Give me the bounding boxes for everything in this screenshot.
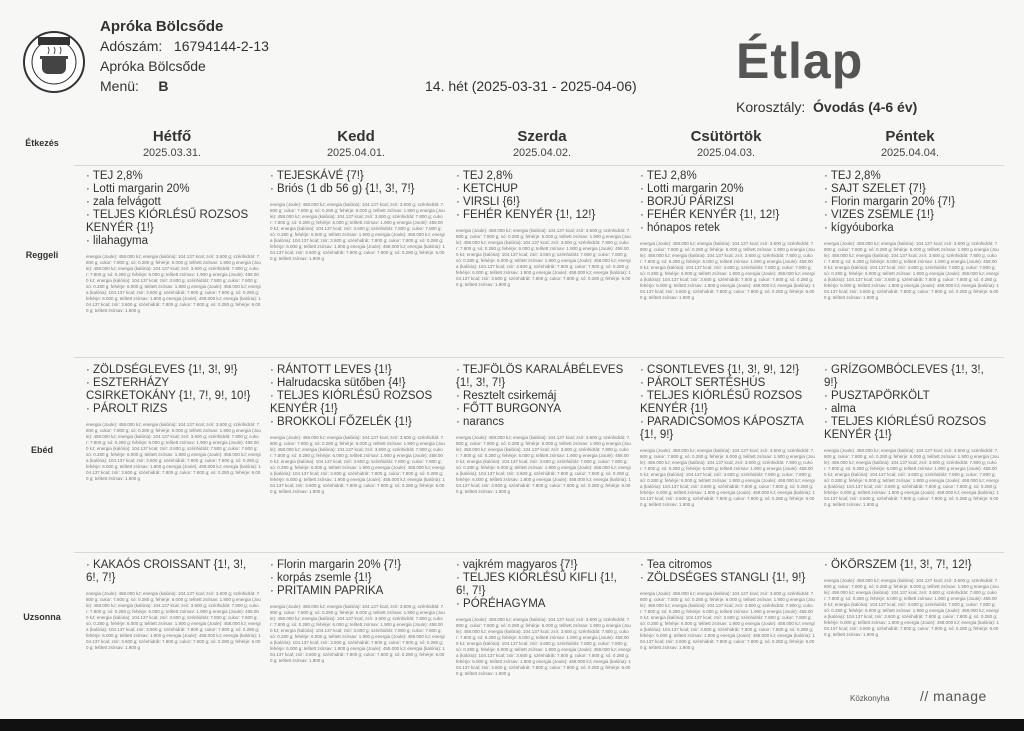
menu-item: · BROKKOLI FŐZELÉK {1!} bbox=[270, 416, 445, 429]
nutrition-fine-print: energia (Joule): 458.000 kJ; energia (kalória): 104.137 kcal; zsír: 3.600 g; szénhidrát: 7.800 g; cukor: 7.800 g; só: 0.280 g; fehérje: 6.000 g; telített zsírsav: 1.900 g energia (Joule): 458.000 kJ; energia (kalória): 104.137 kcal; zsír: 3.600 g; szénhidrát: 7.800 g; cukor: 7.800 g; só: 0.280 g; fehérje: 6.000 g; telített zsírsav: 1.900 g energia (Joule): 458.000 kJ; energia (kalória): 104.137 kcal; zsír: 3.600 g; szénhidrát: 7.800 g; cukor: 7.800 g; só: 0.280 g; fehérje: 6.000 g; telített zsírsav: 1.900 g energia (Joule): 458.000 kJ; energia (kalória): 104.137 kcal; zsír: 3.600 g; szénhidrát: 7.800 g; cukor: 7.800 g; só: 0.280 g; fehérje: 6.000 g; telített zsírsav: 1.900 g energia (Joule): 458.000 kJ; energia (kalória): 104.137 kcal; zsír: 3.600 g; szénhidrát: 7.800 g; cukor: 7.800 g; só: 0.280 g; fehérje: 6.000 g; telített zsírsav: 1.900 g bbox=[86, 254, 261, 313]
nutrition-fine-print: energia (Joule): 458.000 kJ; energia (kalória): 104.137 kcal; zsír: 3.600 g; szénhidrát: 7.800 g; cukor: 7.800 g; só: 0.280 g; fehérje: 6.000 g; telített zsírsav: 1.900 g energia (Joule): 458.000 kJ; energia (kalória): 104.137 kcal; zsír: 3.600 g; szénhidrát: 7.800 g; cukor: 7.800 g; só: 0.280 g; fehérje: 6.000 g; telített zsírsav: 1.900 g energia (Joule): 458.000 kJ; energia (kalória): 104.137 kcal; zsír: 3.600 g; szénhidrát: 7.800 g; cukor: 7.800 g; só: 0.280 g; fehérje: 6.000 g; telített zsírsav: 1.900 g energia (Joule): 458.000 kJ; energia (kalória): 104.137 kcal; zsír: 3.600 g; szénhidrát: 7.800 g; cukor: 7.800 g; só: 0.280 g; fehérje: 6.000 g; telített zsírsav: 1.900 g energia (Joule): 458.000 kJ; energia (kalória): 104.137 kcal; zsír: 3.600 g; szénhidrát: 7.800 g; cukor: 7.800 g; só: 0.280 g; fehérje: 6.000 g; telített zsírsav: 1.900 g bbox=[456, 435, 631, 494]
menu-item: · Halrudacska sütőben {4!} bbox=[270, 377, 445, 390]
menu-item: · SAJT SZELET {7!} bbox=[824, 183, 999, 196]
divider bbox=[74, 552, 1004, 553]
day-date: 2025.03.31. bbox=[142, 147, 202, 159]
menu-item: · FEHÉR KENYÉR {1!, 12!} bbox=[640, 209, 815, 222]
day-name: Szerda bbox=[517, 128, 567, 145]
menu-item: · PUSZTAPÖRKÖLT bbox=[824, 390, 999, 403]
day-name: Kedd bbox=[337, 128, 375, 145]
menu-item: · PÁROLT SERTÉSHÚS bbox=[640, 377, 815, 390]
menu-item: · Florin margarin 20% {7!} bbox=[270, 559, 445, 572]
menu-item: · TEJ 2,8% bbox=[86, 170, 261, 183]
menu-item: · PARADICSOMOS KÁPOSZTA {1!, 9!} bbox=[640, 416, 815, 442]
menu-cell-breakfast bbox=[824, 170, 999, 301]
menu-cell-breakfast bbox=[270, 170, 445, 262]
school-name-secondary: Apróka Bölcsőde bbox=[100, 58, 206, 74]
menu-item: · TELJES KIÓRLÉSŰ ROZSOS KENYÉR {1!} bbox=[640, 390, 815, 416]
tax-number bbox=[100, 38, 269, 54]
nutrition-fine-print: energia (Joule): 458.000 kJ; energia (kalória): 104.137 kcal; zsír: 3.600 g; szénhidrát: 7.800 g; cukor: 7.800 g; só: 0.280 g; fehérje: 6.000 g; telített zsírsav: 1.900 g energia (Joule): 458.000 kJ; energia (kalória): 104.137 kcal; zsír: 3.600 g; szénhidrát: 7.800 g; cukor: 7.800 g; só: 0.280 g; fehérje: 6.000 g; telített zsírsav: 1.900 g energia (Joule): 458.000 kJ; energia (kalória): 104.137 kcal; zsír: 3.600 g; szénhidrát: 7.800 g; cukor: 7.800 g; só: 0.280 g; fehérje: 6.000 g; telített zsírsav: 1.900 g energia (Joule): 458.000 kJ; energia (kalória): 104.137 kcal; zsír: 3.600 g; szénhidrát: 7.800 g; cukor: 7.800 g; só: 0.280 g; fehérje: 6.000 g; telített zsírsav: 1.900 g energia (Joule): 458.000 kJ; energia (kalória): 104.137 kcal; zsír: 3.600 g; szénhidrát: 7.800 g; cukor: 7.800 g; só: 0.280 g; fehérje: 6.000 g; telített zsírsav: 1.900 g bbox=[456, 228, 631, 287]
menu-item: · vajkrém magyaros {7!} bbox=[456, 559, 631, 572]
menu-item: · PÁROLT RIZS bbox=[86, 403, 261, 416]
age-group bbox=[736, 99, 917, 115]
nutrition-fine-print: energia (Joule): 458.000 kJ; energia (kalória): 104.137 kcal; zsír: 3.600 g; szénhidrát: 7.800 g; cukor: 7.800 g; só: 0.280 g; fehérje: 6.000 g; telített zsírsav: 1.900 g energia (Joule): 458.000 kJ; energia (kalória): 104.137 kcal; zsír: 3.600 g; szénhidrát: 7.800 g; cukor: 7.800 g; só: 0.280 g; fehérje: 6.000 g; telített zsírsav: 1.900 g energia (Joule): 458.000 kJ; energia (kalória): 104.137 kcal; zsír: 3.600 g; szénhidrát: 7.800 g; cukor: 7.800 g; só: 0.280 g; fehérje: 6.000 g; telített zsírsav: 1.900 g energia (Joule): 458.000 kJ; energia (kalória): 104.137 kcal; zsír: 3.600 g; szénhidrát: 7.800 g; cukor: 7.800 g; só: 0.280 g; fehérje: 6.000 g; telített zsírsav: 1.900 g energia (Joule): 458.000 kJ; energia (kalória): 104.137 kcal; zsír: 3.600 g; szénhidrát: 7.800 g; cukor: 7.800 g; só: 0.280 g; fehérje: 6.000 g; telített zsírsav: 1.900 g bbox=[824, 241, 999, 300]
menu-item: · alma bbox=[824, 403, 999, 416]
nutrition-fine-print: energia (Joule): 458.000 kJ; energia (kalória): 104.137 kcal; zsír: 3.600 g; szénhidrát: 7.800 g; cukor: 7.800 g; só: 0.280 g; fehérje: 6.000 g; telített zsírsav: 1.900 g energia (Joule): 458.000 kJ; energia (kalória): 104.137 kcal; zsír: 3.600 g; szénhidrát: 7.800 g; cukor: 7.800 g; só: 0.280 g; fehérje: 6.000 g; telített zsírsav: 1.900 g energia (Joule): 458.000 kJ; energia (kalória): 104.137 kcal; zsír: 3.600 g; szénhidrát: 7.800 g; cukor: 7.800 g; só: 0.280 g; fehérje: 6.000 g; telített zsírsav: 1.900 g energia (Joule): 458.000 kJ; energia (kalória): 104.137 kcal; zsír: 3.600 g; szénhidrát: 7.800 g; cukor: 7.800 g; só: 0.280 g; fehérje: 6.000 g; telített zsírsav: 1.900 g energia (Joule): 458.000 kJ; energia (kalória): 104.137 kcal; zsír: 3.600 g; szénhidrát: 7.800 g; cukor: 7.800 g; só: 0.280 g; fehérje: 6.000 g; telített zsírsav: 1.900 g bbox=[86, 591, 261, 650]
day-name: Csütörtök bbox=[690, 128, 762, 145]
menu-item: · GRÍZGOMBÓCLEVES {1!, 3!, 9!} bbox=[824, 364, 999, 390]
menu-cell-snack bbox=[86, 559, 261, 651]
menu-item: · hónapos retek bbox=[640, 222, 815, 235]
menu-cell-snack bbox=[640, 559, 815, 651]
nutrition-fine-print: energia (Joule): 458.000 kJ; energia (kalória): 104.137 kcal; zsír: 3.600 g; szénhidrát: 7.800 g; cukor: 7.800 g; só: 0.280 g; fehérje: 6.000 g; telített zsírsav: 1.900 g energia (Joule): 458.000 kJ; energia (kalória): 104.137 kcal; zsír: 3.600 g; szénhidrát: 7.800 g; cukor: 7.800 g; só: 0.280 g; fehérje: 6.000 g; telített zsírsav: 1.900 g energia (Joule): 458.000 kJ; energia (kalória): 104.137 kcal; zsír: 3.600 g; szénhidrát: 7.800 g; cukor: 7.800 g; só: 0.280 g; fehérje: 6.000 g; telített zsírsav: 1.900 g energia (Joule): 458.000 kJ; energia (kalória): 104.137 kcal; zsír: 3.600 g; szénhidrát: 7.800 g; cukor: 7.800 g; só: 0.280 g; fehérje: 6.000 g; telített zsírsav: 1.900 g energia (Joule): 458.000 kJ; energia (kalória): 104.137 kcal; zsír: 3.600 g; szénhidrát: 7.800 g; cukor: 7.800 g; só: 0.280 g; fehérje: 6.000 g; telített zsírsav: 1.900 g bbox=[270, 202, 445, 261]
menu-cell-snack bbox=[824, 559, 999, 638]
menu-item: · TELJES KIÓRLÉSŰ KIFLI {1!, 6!, 7!} bbox=[456, 572, 631, 598]
nutrition-fine-print: energia (Joule): 458.000 kJ; energia (kalória): 104.137 kcal; zsír: 3.600 g; szénhidrát: 7.800 g; cukor: 7.800 g; só: 0.280 g; fehérje: 6.000 g; telített zsírsav: 1.900 g energia (Joule): 458.000 kJ; energia (kalória): 104.137 kcal; zsír: 3.600 g; szénhidrát: 7.800 g; cukor: 7.800 g; só: 0.280 g; fehérje: 6.000 g; telített zsírsav: 1.900 g energia (Joule): 458.000 kJ; energia (kalória): 104.137 kcal; zsír: 3.600 g; szénhidrát: 7.800 g; cukor: 7.800 g; só: 0.280 g; fehérje: 6.000 g; telített zsírsav: 1.900 g energia (Joule): 458.000 kJ; energia (kalória): 104.137 kcal; zsír: 3.600 g; szénhidrát: 7.800 g; cukor: 7.800 g; só: 0.280 g; fehérje: 6.000 g; telített zsírsav: 1.900 g energia (Joule): 458.000 kJ; energia (kalória): 104.137 kcal; zsír: 3.600 g; szénhidrát: 7.800 g; cukor: 7.800 g; só: 0.280 g; fehérje: 6.000 g; telített zsírsav: 1.900 g bbox=[86, 422, 261, 481]
age-label: Korosztály: bbox=[736, 99, 806, 115]
menu-item: · RÁNTOTT LEVES {1!} bbox=[270, 364, 445, 377]
day-header bbox=[82, 128, 262, 159]
divider bbox=[74, 357, 1004, 358]
footer-org: Közkonyha bbox=[850, 694, 890, 703]
menu-value: B bbox=[158, 78, 169, 94]
page-title: Étlap bbox=[736, 33, 864, 89]
nutrition-fine-print: energia (Joule): 458.000 kJ; energia (kalória): 104.137 kcal; zsír: 3.600 g; szénhidrát: 7.800 g; cukor: 7.800 g; só: 0.280 g; fehérje: 6.000 g; telített zsírsav: 1.900 g energia (Joule): 458.000 kJ; energia (kalória): 104.137 kcal; zsír: 3.600 g; szénhidrát: 7.800 g; cukor: 7.800 g; só: 0.280 g; fehérje: 6.000 g; telített zsírsav: 1.900 g energia (Joule): 458.000 kJ; energia (kalória): 104.137 kcal; zsír: 3.600 g; szénhidrát: 7.800 g; cukor: 7.800 g; só: 0.280 g; fehérje: 6.000 g; telített zsírsav: 1.900 g energia (Joule): 458.000 kJ; energia (kalória): 104.137 kcal; zsír: 3.600 g; szénhidrát: 7.800 g; cukor: 7.800 g; só: 0.280 g; fehérje: 6.000 g; telített zsírsav: 1.900 g energia (Joule): 458.000 kJ; energia (kalória): 104.137 kcal; zsír: 3.600 g; szénhidrát: 7.800 g; cukor: 7.800 g; só: 0.280 g; fehérje: 6.000 g; telített zsírsav: 1.900 g bbox=[640, 448, 815, 507]
day-date: 2025.04.01. bbox=[326, 147, 386, 159]
menu-cell-lunch bbox=[86, 364, 261, 482]
menu-cell-breakfast bbox=[86, 170, 261, 314]
meal-label-lunch: Ebéd bbox=[30, 445, 53, 455]
menu-item: · korpás zsemle {1!} bbox=[270, 572, 445, 585]
menu-cell-lunch bbox=[270, 364, 445, 495]
nutrition-fine-print: energia (Joule): 458.000 kJ; energia (kalória): 104.137 kcal; zsír: 3.600 g; szénhidrát: 7.800 g; cukor: 7.800 g; só: 0.280 g; fehérje: 6.000 g; telített zsírsav: 1.900 g energia (Joule): 458.000 kJ; energia (kalória): 104.137 kcal; zsír: 3.600 g; szénhidrát: 7.800 g; cukor: 7.800 g; só: 0.280 g; fehérje: 6.000 g; telített zsírsav: 1.900 g energia (Joule): 458.000 kJ; energia (kalória): 104.137 kcal; zsír: 3.600 g; szénhidrát: 7.800 g; cukor: 7.800 g; só: 0.280 g; fehérje: 6.000 g; telített zsírsav: 1.900 g energia (Joule): 458.000 kJ; energia (kalória): 104.137 kcal; zsír: 3.600 g; szénhidrát: 7.800 g; cukor: 7.800 g; só: 0.280 g; fehérje: 6.000 g; telített zsírsav: 1.900 g energia (Joule): 458.000 kJ; energia (kalória): 104.137 kcal; zsír: 3.600 g; szénhidrát: 7.800 g; cukor: 7.800 g; só: 0.280 g; fehérje: 6.000 g; telített zsírsav: 1.900 g bbox=[640, 241, 815, 300]
menu-item: · TEJ 2,8% bbox=[824, 170, 999, 183]
menu-cell-lunch bbox=[456, 364, 631, 495]
menu-item: · BORJÚ PÁRIZSI bbox=[640, 196, 815, 209]
meal-header: Étkezés bbox=[25, 138, 59, 148]
menu-cell-lunch bbox=[824, 364, 999, 508]
menu-item: · TELJES KIÓRLÉSŰ ROZSOS KENYÉR {1!} bbox=[270, 390, 445, 416]
menu-item: · VIZES ZSEMLE {1!} bbox=[824, 209, 999, 222]
menu-item: · TEJFÖLÖS KARALÁBÉLEVES {1!, 3!, 7!} bbox=[456, 364, 631, 390]
day-date: 2025.04.04. bbox=[880, 147, 940, 159]
day-name: Péntek bbox=[885, 128, 935, 145]
tax-label: Adószám: bbox=[100, 38, 163, 54]
menu-cell-breakfast bbox=[640, 170, 815, 301]
menu-item: · FEHÉR KENYÉR {1!, 12!} bbox=[456, 209, 631, 222]
menu-item: · KAKAÓS CROISSANT {1!, 3!, 6!, 7!} bbox=[86, 559, 261, 585]
day-header bbox=[820, 128, 1000, 159]
menu-item: · Lotti margarin 20% bbox=[86, 183, 261, 196]
menu-item: · KETCHUP bbox=[456, 183, 631, 196]
menu-item: · narancs bbox=[456, 416, 631, 429]
day-date: 2025.04.03. bbox=[696, 147, 756, 159]
menu-item: · FŐTT BURGONYA bbox=[456, 403, 631, 416]
nutrition-fine-print: energia (Joule): 458.000 kJ; energia (kalória): 104.137 kcal; zsír: 3.600 g; szénhidrát: 7.800 g; cukor: 7.800 g; só: 0.280 g; fehérje: 6.000 g; telített zsírsav: 1.900 g energia (Joule): 458.000 kJ; energia (kalória): 104.137 kcal; zsír: 3.600 g; szénhidrát: 7.800 g; cukor: 7.800 g; só: 0.280 g; fehérje: 6.000 g; telített zsírsav: 1.900 g energia (Joule): 458.000 kJ; energia (kalória): 104.137 kcal; zsír: 3.600 g; szénhidrát: 7.800 g; cukor: 7.800 g; só: 0.280 g; fehérje: 6.000 g; telített zsírsav: 1.900 g energia (Joule): 458.000 kJ; energia (kalória): 104.137 kcal; zsír: 3.600 g; szénhidrát: 7.800 g; cukor: 7.800 g; só: 0.280 g; fehérje: 6.000 g; telített zsírsav: 1.900 g energia (Joule): 458.000 kJ; energia (kalória): 104.137 kcal; zsír: 3.600 g; szénhidrát: 7.800 g; cukor: 7.800 g; só: 0.280 g; fehérje: 6.000 g; telített zsírsav: 1.900 g bbox=[640, 591, 815, 650]
menu-item: · ÖKÖRSZEM {1!, 3!, 7!, 12!} bbox=[824, 559, 999, 572]
school-name: Apróka Bölcsőde bbox=[100, 18, 224, 35]
menu-item: · PRITAMIN PAPRIKA bbox=[270, 585, 445, 598]
menu-item: · Tea citromos bbox=[640, 559, 815, 572]
day-header bbox=[266, 128, 446, 159]
nutrition-fine-print: energia (Joule): 458.000 kJ; energia (kalória): 104.137 kcal; zsír: 3.600 g; szénhidrát: 7.800 g; cukor: 7.800 g; só: 0.280 g; fehérje: 6.000 g; telített zsírsav: 1.900 g energia (Joule): 458.000 kJ; energia (kalória): 104.137 kcal; zsír: 3.600 g; szénhidrát: 7.800 g; cukor: 7.800 g; só: 0.280 g; fehérje: 6.000 g; telített zsírsav: 1.900 g energia (Joule): 458.000 kJ; energia (kalória): 104.137 kcal; zsír: 3.600 g; szénhidrát: 7.800 g; cukor: 7.800 g; só: 0.280 g; fehérje: 6.000 g; telített zsírsav: 1.900 g energia (Joule): 458.000 kJ; energia (kalória): 104.137 kcal; zsír: 3.600 g; szénhidrát: 7.800 g; cukor: 7.800 g; só: 0.280 g; fehérje: 6.000 g; telített zsírsav: 1.900 g energia (Joule): 458.000 kJ; energia (kalória): 104.137 kcal; zsír: 3.600 g; szénhidrát: 7.800 g; cukor: 7.800 g; só: 0.280 g; fehérje: 6.000 g; telített zsírsav: 1.900 g bbox=[824, 578, 999, 637]
bottom-bar bbox=[0, 719, 1024, 731]
menu-cell-snack bbox=[270, 559, 445, 664]
menu-item: · kígyóuborka bbox=[824, 222, 999, 235]
menu-item: · TELJES KIÓRLÉSŰ ROZSOS KENYÉR {1!} bbox=[86, 209, 261, 235]
menu-label: Menü: bbox=[100, 78, 139, 94]
tax-value: 16794144-2-13 bbox=[173, 38, 269, 54]
menu-item: · PÓRÉHAGYMA bbox=[456, 598, 631, 611]
meal-label-snack: Uzsonna bbox=[23, 612, 61, 622]
day-date: 2025.04.02. bbox=[512, 147, 572, 159]
menu-item: · TELJES KIÓRLÉSŰ ROZSOS KENYÉR {1!} bbox=[824, 416, 999, 442]
menu-item: · TEJ 2,8% bbox=[456, 170, 631, 183]
day-header bbox=[452, 128, 632, 159]
age-value: Óvodás (4-6 év) bbox=[813, 99, 918, 115]
menu-item: · Resztelt csirkemáj bbox=[456, 390, 631, 403]
menu-item: · CSONTLEVES {1!, 3!, 9!, 12!} bbox=[640, 364, 815, 377]
menu-cell-breakfast bbox=[456, 170, 631, 288]
nutrition-fine-print: energia (Joule): 458.000 kJ; energia (kalória): 104.137 kcal; zsír: 3.600 g; szénhidrát: 7.800 g; cukor: 7.800 g; só: 0.280 g; fehérje: 6.000 g; telített zsírsav: 1.900 g energia (Joule): 458.000 kJ; energia (kalória): 104.137 kcal; zsír: 3.600 g; szénhidrát: 7.800 g; cukor: 7.800 g; só: 0.280 g; fehérje: 6.000 g; telített zsírsav: 1.900 g energia (Joule): 458.000 kJ; energia (kalória): 104.137 kcal; zsír: 3.600 g; szénhidrát: 7.800 g; cukor: 7.800 g; só: 0.280 g; fehérje: 6.000 g; telített zsírsav: 1.900 g energia (Joule): 458.000 kJ; energia (kalória): 104.137 kcal; zsír: 3.600 g; szénhidrát: 7.800 g; cukor: 7.800 g; só: 0.280 g; fehérje: 6.000 g; telített zsírsav: 1.900 g energia (Joule): 458.000 kJ; energia (kalória): 104.137 kcal; zsír: 3.600 g; szénhidrát: 7.800 g; cukor: 7.800 g; só: 0.280 g; fehérje: 6.000 g; telített zsírsav: 1.900 g bbox=[456, 617, 631, 676]
menu-item: · ZÖLDSÉGLEVES {1!, 3!, 9!} bbox=[86, 364, 261, 377]
day-name: Hétfő bbox=[152, 128, 192, 145]
menu-code bbox=[100, 78, 169, 94]
menu-item: · Briós (1 db 56 g) {1!, 3!, 7!} bbox=[270, 183, 445, 196]
menu-item: · TEJESKÁVÉ {7!} bbox=[270, 170, 445, 183]
menu-item: · zala felvágott bbox=[86, 196, 261, 209]
kozkonyha-logo-icon bbox=[22, 30, 86, 94]
menu-item: · TEJ 2,8% bbox=[640, 170, 815, 183]
nutrition-fine-print: energia (Joule): 458.000 kJ; energia (kalória): 104.137 kcal; zsír: 3.600 g; szénhidrát: 7.800 g; cukor: 7.800 g; só: 0.280 g; fehérje: 6.000 g; telített zsírsav: 1.900 g energia (Joule): 458.000 kJ; energia (kalória): 104.137 kcal; zsír: 3.600 g; szénhidrát: 7.800 g; cukor: 7.800 g; só: 0.280 g; fehérje: 6.000 g; telített zsírsav: 1.900 g energia (Joule): 458.000 kJ; energia (kalória): 104.137 kcal; zsír: 3.600 g; szénhidrát: 7.800 g; cukor: 7.800 g; só: 0.280 g; fehérje: 6.000 g; telített zsírsav: 1.900 g energia (Joule): 458.000 kJ; energia (kalória): 104.137 kcal; zsír: 3.600 g; szénhidrát: 7.800 g; cukor: 7.800 g; só: 0.280 g; fehérje: 6.000 g; telített zsírsav: 1.900 g energia (Joule): 458.000 kJ; energia (kalória): 104.137 kcal; zsír: 3.600 g; szénhidrát: 7.800 g; cukor: 7.800 g; só: 0.280 g; fehérje: 6.000 g; telített zsírsav: 1.900 g bbox=[270, 435, 445, 494]
menu-item: · Florin margarin 20% {7!} bbox=[824, 196, 999, 209]
menu-item: · lilahagyma bbox=[86, 235, 261, 248]
menu-cell-lunch bbox=[640, 364, 815, 508]
menu-item: · ESZTERHÁZY CSIRKETOKÁNY {1!, 7!, 9!, 10!} bbox=[86, 377, 261, 403]
menu-item: · VIRSLI {6!} bbox=[456, 196, 631, 209]
meal-label-breakfast: Reggeli bbox=[25, 250, 59, 260]
week-range: 14. hét (2025-03-31 - 2025-04-06) bbox=[425, 78, 637, 94]
menu-cell-snack bbox=[456, 559, 631, 677]
footer-brand-logo: // manage bbox=[920, 688, 987, 704]
nutrition-fine-print: energia (Joule): 458.000 kJ; energia (kalória): 104.137 kcal; zsír: 3.600 g; szénhidrát: 7.800 g; cukor: 7.800 g; só: 0.280 g; fehérje: 6.000 g; telített zsírsav: 1.900 g energia (Joule): 458.000 kJ; energia (kalória): 104.137 kcal; zsír: 3.600 g; szénhidrát: 7.800 g; cukor: 7.800 g; só: 0.280 g; fehérje: 6.000 g; telített zsírsav: 1.900 g energia (Joule): 458.000 kJ; energia (kalória): 104.137 kcal; zsír: 3.600 g; szénhidrát: 7.800 g; cukor: 7.800 g; só: 0.280 g; fehérje: 6.000 g; telített zsírsav: 1.900 g energia (Joule): 458.000 kJ; energia (kalória): 104.137 kcal; zsír: 3.600 g; szénhidrát: 7.800 g; cukor: 7.800 g; só: 0.280 g; fehérje: 6.000 g; telített zsírsav: 1.900 g energia (Joule): 458.000 kJ; energia (kalória): 104.137 kcal; zsír: 3.600 g; szénhidrát: 7.800 g; cukor: 7.800 g; só: 0.280 g; fehérje: 6.000 g; telített zsírsav: 1.900 g bbox=[270, 604, 445, 663]
divider bbox=[74, 165, 1004, 166]
nutrition-fine-print: energia (Joule): 458.000 kJ; energia (kalória): 104.137 kcal; zsír: 3.600 g; szénhidrát: 7.800 g; cukor: 7.800 g; só: 0.280 g; fehérje: 6.000 g; telített zsírsav: 1.900 g energia (Joule): 458.000 kJ; energia (kalória): 104.137 kcal; zsír: 3.600 g; szénhidrát: 7.800 g; cukor: 7.800 g; só: 0.280 g; fehérje: 6.000 g; telített zsírsav: 1.900 g energia (Joule): 458.000 kJ; energia (kalória): 104.137 kcal; zsír: 3.600 g; szénhidrát: 7.800 g; cukor: 7.800 g; só: 0.280 g; fehérje: 6.000 g; telített zsírsav: 1.900 g energia (Joule): 458.000 kJ; energia (kalória): 104.137 kcal; zsír: 3.600 g; szénhidrát: 7.800 g; cukor: 7.800 g; só: 0.280 g; fehérje: 6.000 g; telített zsírsav: 1.900 g energia (Joule): 458.000 kJ; energia (kalória): 104.137 kcal; zsír: 3.600 g; szénhidrát: 7.800 g; cukor: 7.800 g; só: 0.280 g; fehérje: 6.000 g; telített zsírsav: 1.900 g bbox=[824, 448, 999, 507]
menu-item: · Lotti margarin 20% bbox=[640, 183, 815, 196]
menu-item: · ZÖLDSÉGES STANGLI {1!, 9!} bbox=[640, 572, 815, 585]
day-header bbox=[636, 128, 816, 159]
